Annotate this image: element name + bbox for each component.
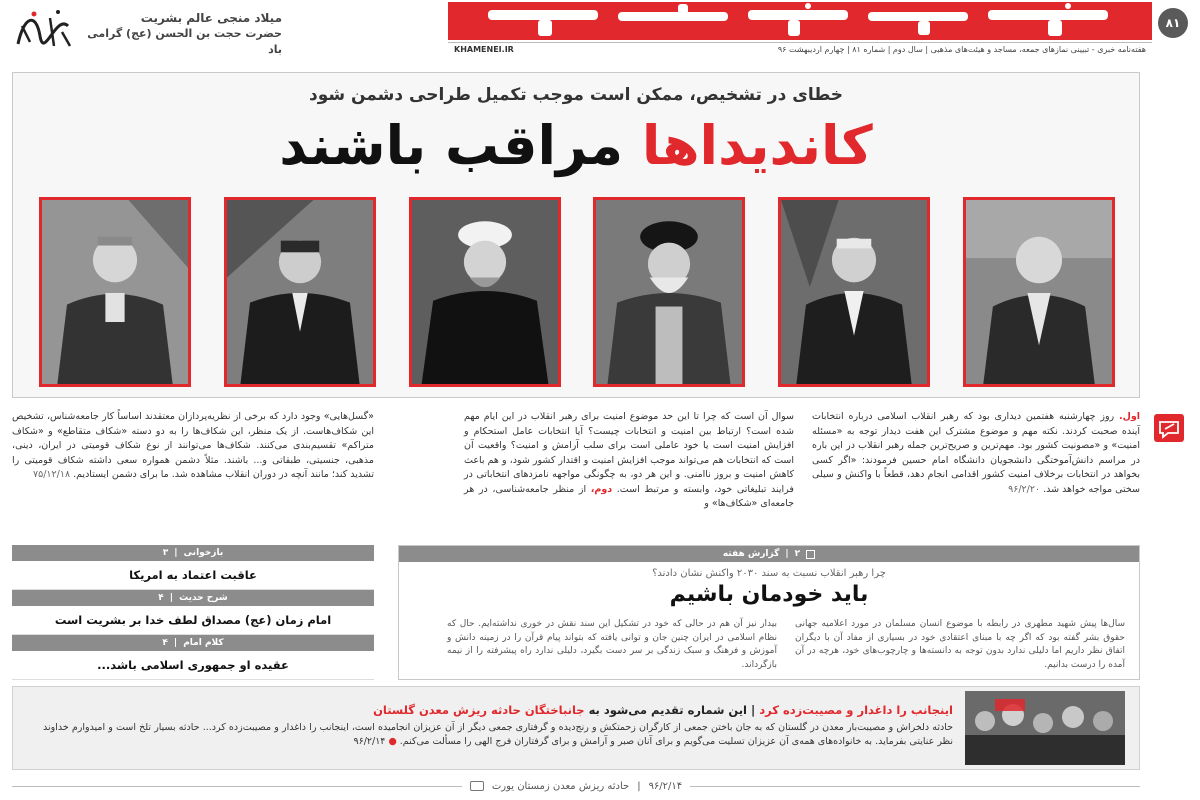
footer-caption: ۹۶/۲/۱۴ | حادثه ریزش معدن زمستان یورت	[12, 776, 1140, 796]
crowd-photo-icon	[965, 691, 1125, 765]
occasion-line-2: حضرت حجت بن الحسن (عج) گرامی باد	[87, 27, 282, 56]
lead-story	[12, 72, 1140, 398]
masthead	[0, 0, 1200, 64]
website-link[interactable]: KHAMENEI.IR	[454, 45, 514, 54]
report-page-number: ۲	[794, 549, 801, 559]
occasion-greeting	[82, 10, 282, 58]
issue-number-badge: ۸۱	[1158, 8, 1188, 38]
square-icon	[806, 550, 815, 559]
comment-pen-icon	[1154, 414, 1184, 442]
candidate-portrait	[778, 197, 930, 387]
condolence-title-dedication: این شماره تقدیم می‌شود به	[588, 703, 747, 717]
section-page-number: ۳	[162, 548, 169, 558]
logo-calligraphy-icon	[448, 2, 1152, 40]
person-photo-icon	[781, 200, 927, 384]
report-tab: ۲ | گزارش هفته	[399, 546, 1139, 562]
candidate-portraits	[39, 197, 1115, 387]
candidate-portrait	[409, 197, 561, 387]
camera-icon	[470, 781, 484, 791]
report-kicker: چرا رهبر انقلاب نسبت به سند ۲۰۳۰ واکنش نشان دادند؟	[652, 568, 886, 579]
condolence-title-red: اینجانب را داغدار و مصیبت‌زده کرد	[759, 703, 953, 717]
sidebar-item[interactable]: عاقبت اعتماد به امریکا	[12, 561, 374, 590]
weekly-report	[398, 545, 1140, 680]
main-headline	[13, 111, 1139, 181]
article-text: سوال آن است که چرا تا این حد موضوع امنیت برای رهبر انقلاب در این ایام مهم شده است؟ ارتباط بین امنیت و انتخابات چیست؟ آیا انتخابات عامل استحکام و افزایش امنیت است یا خود عاملی است برای سلب آرامش و امنیت؟ واقعیت آن است که انتخابات هم می‌تواند موجب افزایش امنیت و اقتدار کشور شود، و هم باعث کاهش امنیت و بروز ناامنی. و این هر دو، به چگونگی مواجهه نامزدهای انتخاباتی در فرایند تبلیغاتی خود، وابسته و مرتبط است.	[464, 411, 794, 495]
sidebar-item[interactable]: امام زمان (عج) مصداق لطف خدا بر بشریت است	[12, 606, 374, 635]
candidate-portrait	[593, 197, 745, 387]
report-title: باید خودمان باشیم	[669, 582, 869, 607]
person-photo-icon	[596, 200, 742, 384]
condolence-box	[12, 686, 1140, 770]
mine-crowd-photo	[965, 691, 1125, 765]
footer-date: ۹۶/۲/۱۴	[648, 780, 683, 792]
candidate-portrait	[224, 197, 376, 387]
report-tab-label: گزارش هفته	[722, 549, 780, 559]
candidate-portrait	[963, 197, 1115, 387]
report-body-right: سال‌ها پیش شهید مطهری در رابطه با موضوع انسان مسلمان در مورد اعلامیه جهانی حقوق بشر گفته بود که اگر چه با مبنای اعتقادی خود در بسیاری از مفاد آن با دیگران اتفاق نظر داریم اما دلیلی ندارد بدون توجه به دانسته‌ها و چارچوب‌های خود، هرچه در آن آمده را درست بدانیم.	[795, 619, 1125, 670]
article-date: ۹۶/۲/۲۰	[1008, 483, 1041, 495]
contents-sidebar	[12, 545, 374, 680]
sidebar-section-header: کلام امام | ۴	[12, 635, 374, 651]
person-photo-icon	[227, 200, 373, 384]
condolence-title: اینجانب را داغدار و مصیبت‌زده کرد | این شماره تقدیم می‌شود به جانباختگان حادثه ریزش معدن گلستان	[373, 703, 953, 717]
masthead-tagline: هفته‌نامه خبری - تبیینی نمازهای جمعه، مساجد و هیئت‌های مذهبی | سال دوم | شماره ۸۱ | چهارم اردیبهشت ۹۶	[777, 45, 1146, 54]
person-photo-icon	[966, 200, 1112, 384]
footer-caption-text: حادثه ریزش معدن زمستان یورت	[491, 780, 630, 792]
condolence-date: ۹۶/۲/۱۴	[353, 736, 386, 747]
article-date: ۷۵/۱۲/۱۸	[33, 469, 71, 480]
condolence-title-victims: جانباختگان حادثه ریزش معدن گلستان	[373, 703, 585, 717]
section-page-number: ۴	[162, 638, 168, 648]
article-lead-word: دوم،	[590, 483, 613, 495]
condolence-text: حادثه دلخراش و مصیبت‌بار معدن در گلستان که به جان باختن جمعی از کارگران زحمتکش و رنج‌دیده و گرفتاری جمعی دیگر از آن عزیزان انجامیده است، اینجانب را داغدار و مصیبت‌زده کرد... حادثه بسیار تلخ است و امیدوارم خداوند نظر عنایتی بفرماید. به خانواده‌های همه‌ی آن عزیزان تسلیت می‌گویم و برای آنان صبر و آرامش و برای گرفتاران فرج الهی را مسألت می‌کنم.	[43, 722, 953, 747]
sidebar-item[interactable]: عقیده او جمهوری اسلامی باشد...	[12, 651, 374, 680]
article-column-left	[12, 410, 374, 538]
headline-black-part: مراقب باشند	[279, 114, 624, 177]
report-body-left: بیدار نیز آن هم در حالی که خود در تشکیل این سند نقش در خوری نداشته‌ایم. حال که نظام اسلامی در ایران چنین جان و توانی یافته که بتواند پیام قرآن را در زمینه دانش و آموزش و فرهنگ و سبک زندگی بر سر دست بگیرد، دلیلی ندارد راه پیشرفته را از نیمه بازگرداند.	[447, 619, 777, 670]
section-page-number: ۴	[158, 593, 164, 603]
headline-red-part: کاندیداها	[641, 114, 873, 177]
sidebar-section-header: بازخوانی | ۳	[12, 545, 374, 561]
person-photo-icon	[42, 200, 188, 384]
section-label: بازخوانی	[183, 548, 224, 558]
occasion-line-1: میلاد منجی عالم بشریت	[140, 11, 282, 25]
headline-kicker: خطای در تشخیص، ممکن است موجب تکمیل طراحی دشمن شود	[308, 85, 844, 105]
article-column-right	[812, 410, 1140, 538]
article-lead-word: اول.	[1118, 411, 1140, 422]
candidate-portrait	[39, 197, 191, 387]
calligraphy-seal-icon	[10, 6, 76, 52]
section-label: کلام امام	[183, 638, 224, 648]
section-label: شرح حدیث	[179, 593, 228, 603]
article-text: روز چهارشنبه هفتمین دیداری بود که رهبر انقلاب اسلامی درباره انتخابات آینده صحبت کردند. نکته مهم و موضوع مشترک این هفت دیدار توجه به «مسئله امنیت» و «مصونیت کشور بود. مهم‌ترین و صریح‌ترین جمله رهبر انقلاب در این باره در مراسم دانش‌آموختگی دانشجویان دانشگاه امام حسین فرمودند: «اگر کسی بخواهد در انتخابات برخلاف امنیت کشور اقدامی انجام دهد، قطعاً با واکنش و سیلی سختی مواجه خواهد شد.	[812, 411, 1140, 495]
sidebar-section-header: شرح حدیث | ۴	[12, 590, 374, 606]
masthead-subline	[448, 42, 1152, 56]
condolence-body: حادثه دلخراش و مصیبت‌بار معدن در گلستان که به جان باختن جمعی از کارگران زحمتکش و رنج‌دیده و گرفتاری جمعی دیگر از آن عزیزان انجامیده است، اینجانب را داغدار و مصیبت‌زده کرد... حادثه بسیار تلخ است و امیدوارم خداوند نظر عنایتی بفرماید. به خانواده‌های همه‌ی آن عزیزان تسلیت می‌گویم و برای آنان صبر و آرامش و برای گرفتاران فرج الهی را مسألت می‌کنم. ● ۹۶/۲/۱۴	[43, 722, 953, 747]
article-text-continued: از منظر جامعه‌شناسی، در هر جامعه‌ای «شکاف‌ها» و	[464, 483, 794, 509]
article-column-middle	[464, 410, 794, 538]
article-text: «گسل‌هایی» وجود دارد که برخی از نظریه‌پردازان معتقدند اساساً کار جامعه‌شناس، تشخیص این شکاف‌هاست. از یک منظر، این شکاف‌ها را به دو دسته «شکاف متقاطع» و «شکاف متراکم» تقسیم‌بندی می‌کنند. شکاف‌ها می‌توانند از نوع شکاف قومیتی در ایران، دینی، مذهبی، جنسیتی، طبقاتی و... باشند. مثلاً دشمن همواره سعی داشته شکاف قومیتی را تشدید کند؛ مانند آنچه در دوران انقلاب مشاهده شد. ما برای دشمن ایستادیم.	[12, 411, 374, 480]
person-photo-icon	[412, 200, 558, 384]
publication-logo	[448, 2, 1152, 40]
